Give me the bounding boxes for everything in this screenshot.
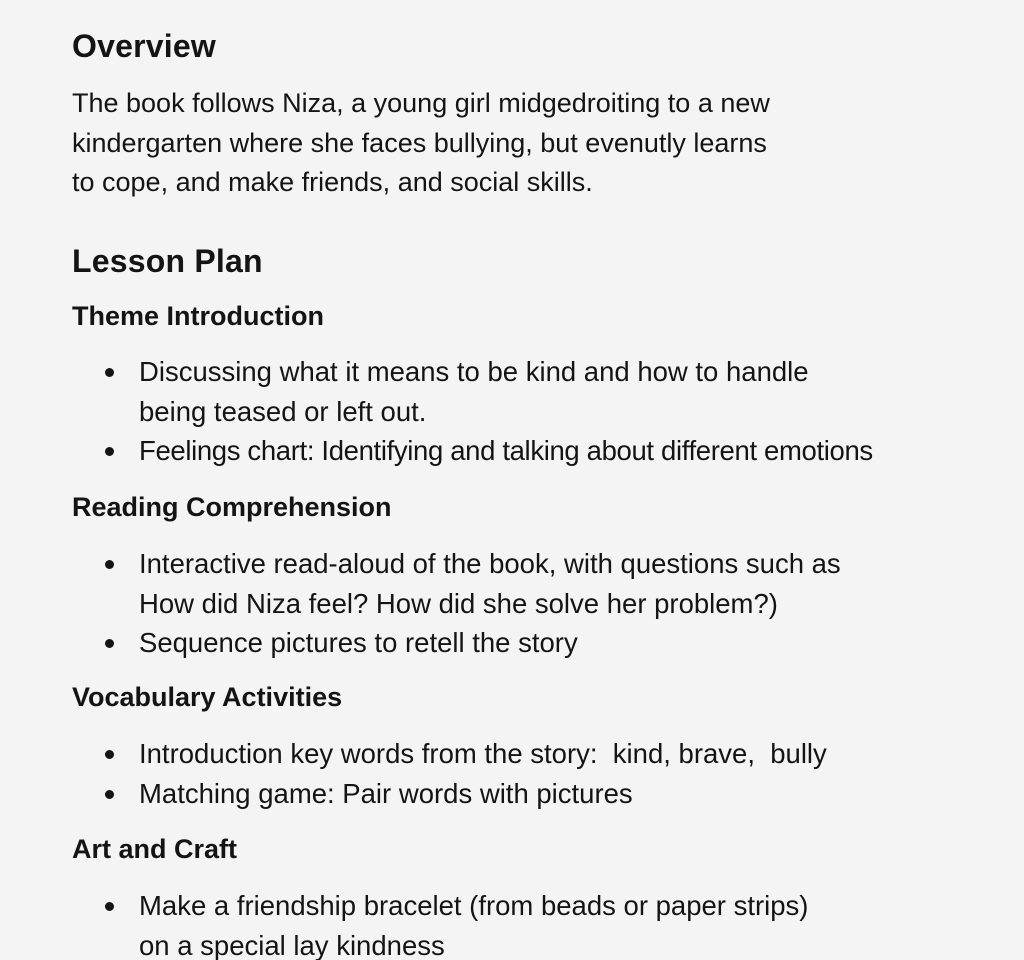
list-item-line: Introduction key words from the story: kind, brave, bully <box>139 738 827 769</box>
bullet-dot-icon <box>105 639 114 648</box>
overview-line: to cope, and make friends, and social skills. <box>72 167 593 197</box>
list-item <box>72 734 1012 774</box>
reading-comprehension-list <box>72 544 1012 663</box>
art-and-craft-list <box>72 886 1012 960</box>
list-item <box>72 886 1012 960</box>
vocabulary-activities-list <box>72 734 1012 813</box>
list-item-line: Feelings chart: Identifying and talking about different emotions <box>139 435 873 466</box>
list-item <box>72 774 1012 814</box>
section-title-vocabulary-activities: Vocabulary Activities <box>72 682 343 712</box>
list-item-line: being teased or left out. <box>139 395 427 427</box>
list-item-line: Sequence pictures to retell the story <box>139 627 578 658</box>
bullet-dot-icon <box>105 902 114 911</box>
section-title-theme-introduction: Theme Introduction <box>72 301 324 331</box>
bullet-dot-icon <box>105 368 114 377</box>
bullet-dot-icon <box>105 560 114 569</box>
overview-line: The book follows Niza, a young girl midgedroiting to a new <box>72 88 770 118</box>
lesson-plan-heading: Lesson Plan <box>72 243 263 279</box>
list-item <box>72 544 1012 623</box>
section-title-reading-comprehension: Reading Comprehension <box>72 492 392 522</box>
overview-heading: Overview <box>72 28 216 64</box>
list-item-line: Make a friendship bracelet (from beads or paper strips) <box>139 890 809 921</box>
theme-introduction-list <box>72 352 1012 471</box>
bullet-dot-icon <box>105 447 114 456</box>
list-item-line: Discussing what it means to be kind and how to handle <box>139 356 809 387</box>
list-item-line: on a special lay kindness <box>139 929 445 960</box>
list-item <box>72 352 1012 431</box>
bullet-dot-icon <box>105 790 114 799</box>
section-title-art-and-craft: Art and Craft <box>72 834 238 864</box>
overview-paragraph <box>72 84 972 203</box>
list-item <box>72 623 1012 663</box>
list-item <box>72 431 1012 471</box>
list-item-line: Matching game: Pair words with pictures <box>139 777 633 809</box>
bullet-dot-icon <box>105 750 114 759</box>
list-item-line: Interactive read-aloud of the book, with questions such as <box>139 548 841 579</box>
overview-line: kindergarten where she faces bullying, but evenutly learns <box>72 127 767 158</box>
list-item-line: How did Niza feel? How did she solve her problem?) <box>139 587 778 619</box>
